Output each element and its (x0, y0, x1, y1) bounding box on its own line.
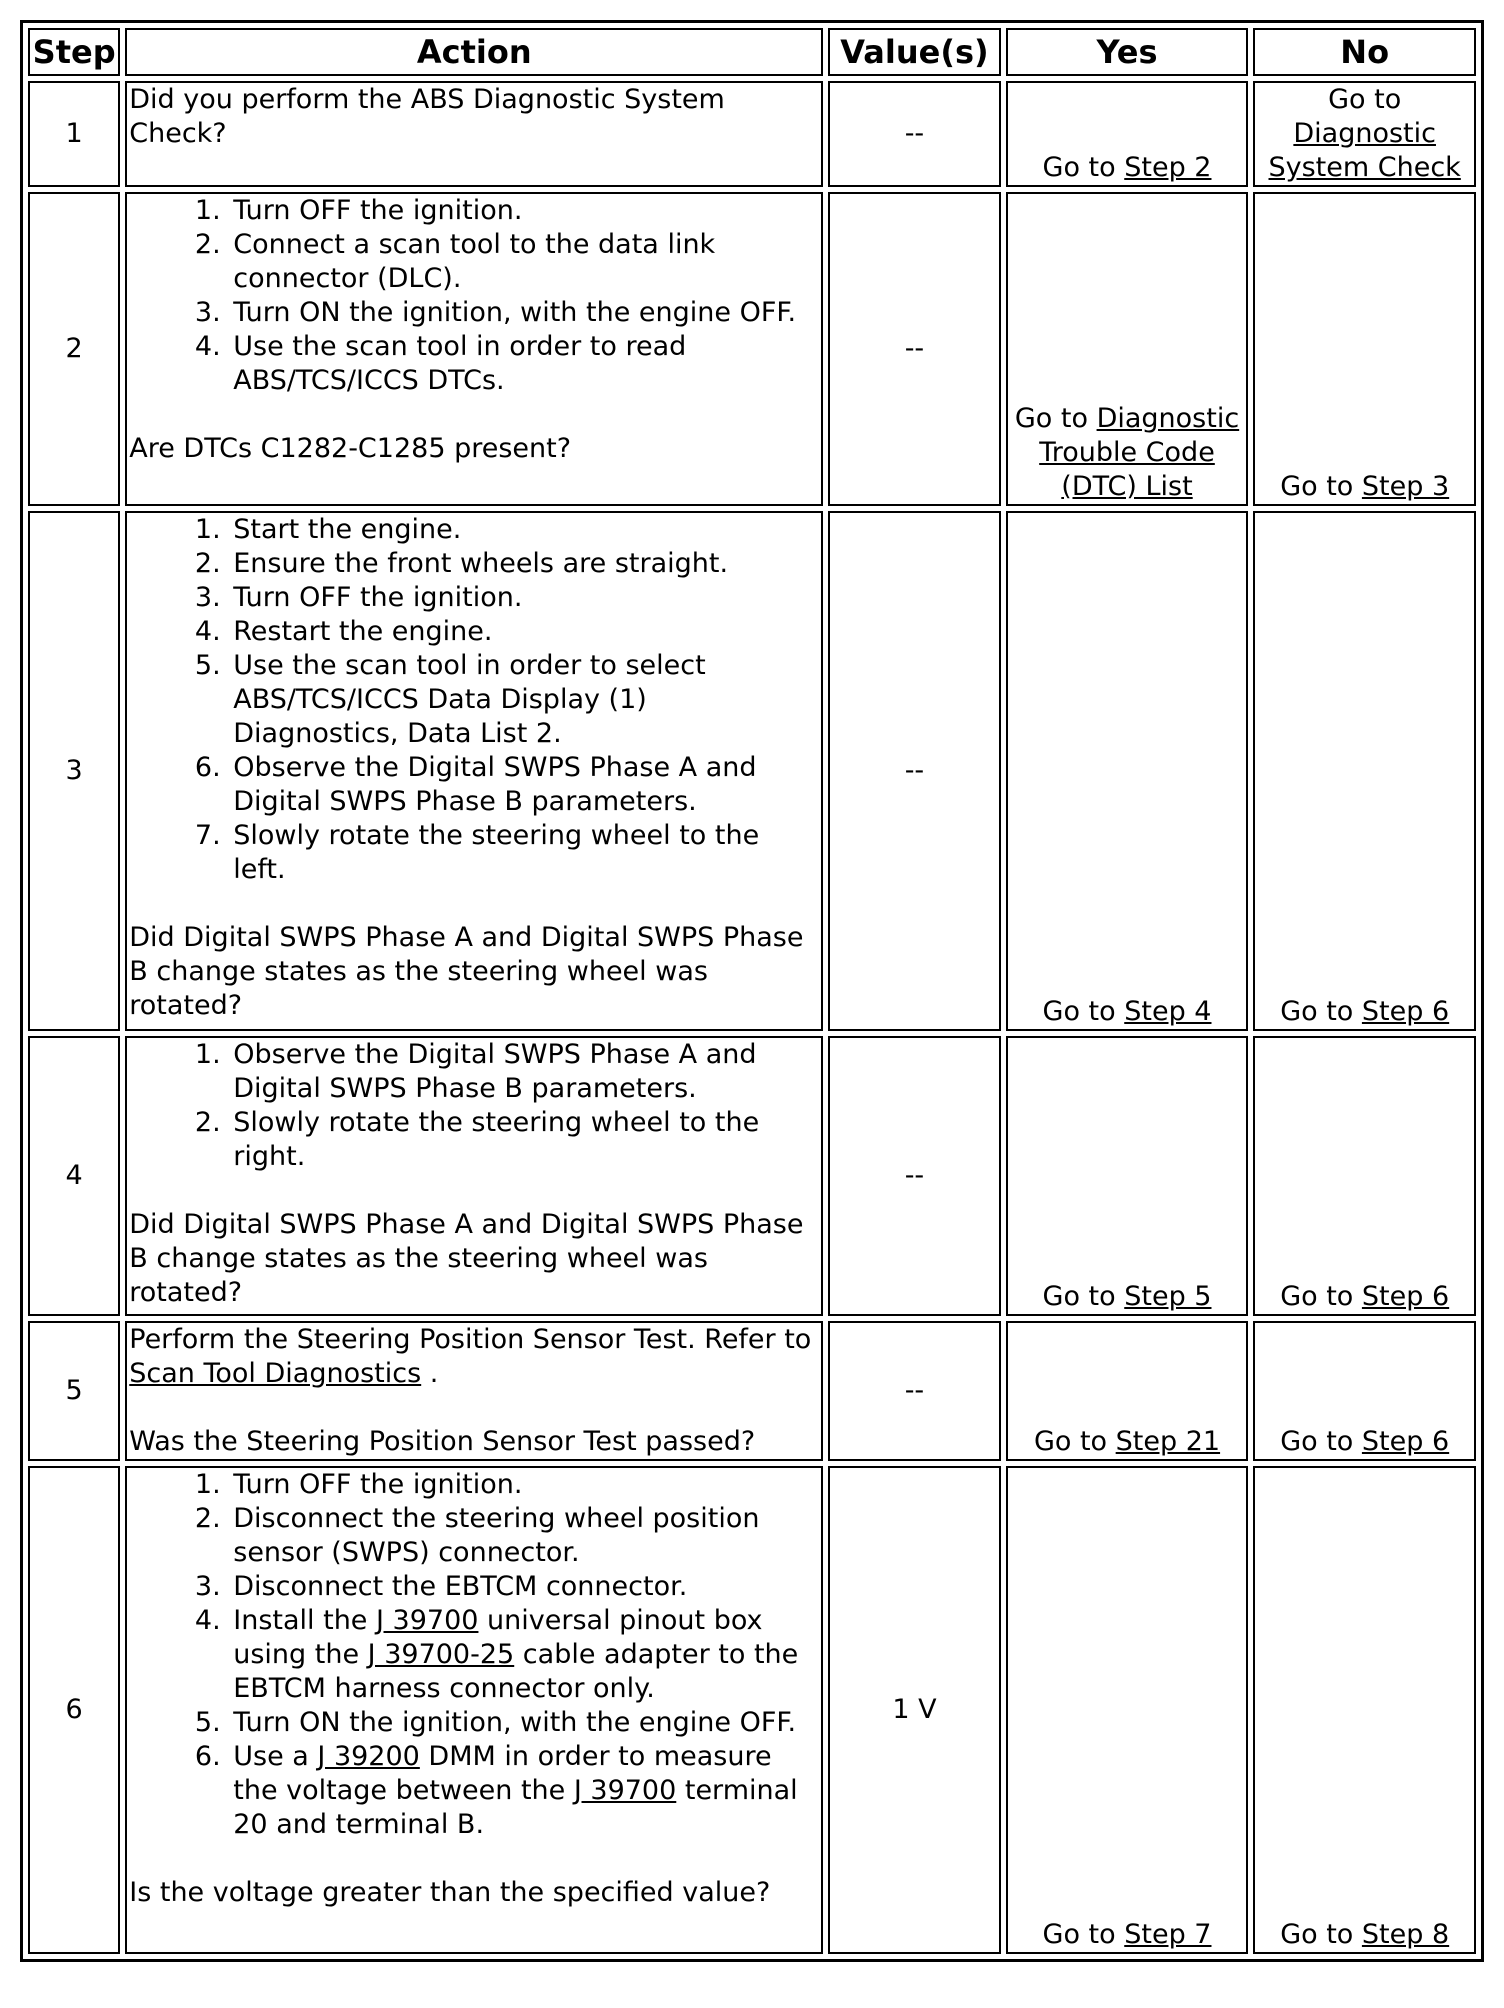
table-row (28, 1036, 1476, 1316)
j39700-25-link[interactable]: J 39700-25 (367, 1639, 515, 1670)
value-cell: -- (828, 1321, 1000, 1461)
action-item: 1. Turn OFF the ignition. (229, 1468, 819, 1502)
header-action: Action (125, 28, 823, 76)
value-cell: -- (828, 192, 1000, 506)
header-step: Step (28, 28, 120, 76)
yes-link[interactable]: Step 21 (1115, 1426, 1221, 1457)
yes-prefix: Go to (1042, 1281, 1125, 1312)
value-cell: 1 V (828, 1466, 1000, 1954)
no-link[interactable]: Step 3 (1361, 471, 1450, 502)
value-cell: -- (828, 511, 1000, 1031)
action-question: Did Digital SWPS Phase A and Digital SWPS Phase B change states as the steering wheel was rotated? (129, 922, 804, 1021)
action-item: 5. Turn ON the ignition, with the engine OFF. (229, 1706, 819, 1740)
action-intro (129, 1323, 819, 1391)
yes-prefix: Go to (1042, 996, 1125, 1027)
action-cell (125, 1036, 823, 1316)
no-link[interactable]: Step 8 (1361, 1919, 1450, 1950)
no-link[interactable]: Step 6 (1361, 1281, 1450, 1312)
action-item (229, 1740, 819, 1842)
no-prefix: Go to (1280, 1426, 1362, 1457)
no-link[interactable]: Step 6 (1361, 1426, 1450, 1457)
diagnostic-table (20, 20, 1484, 1962)
header-row (28, 28, 1476, 76)
j39700-link[interactable]: J 39700 (376, 1605, 479, 1636)
action-cell (125, 81, 823, 187)
intro-text: Perform the Steering Position Sensor Test. Refer to (129, 1324, 812, 1355)
yes-cell (1006, 1036, 1249, 1316)
value-cell: -- (828, 1036, 1000, 1316)
item-text: Install the (233, 1605, 377, 1636)
action-question: Did Digital SWPS Phase A and Digital SWPS Phase B change states as the steering wheel was rotated? (129, 1209, 804, 1308)
item-text: DMM in order to measure the voltage between the (233, 1741, 772, 1806)
header-values: Value(s) (828, 28, 1000, 76)
yes-cell (1006, 1466, 1249, 1954)
action-question: Did you perform the ABS Diagnostic System Check? (129, 84, 725, 149)
action-list (129, 1468, 819, 1842)
action-item: 3. Disconnect the EBTCM connector. (229, 1570, 819, 1604)
action-question: Was the Steering Position Sensor Test passed? (129, 1426, 756, 1457)
intro-end: . (421, 1358, 439, 1389)
yes-prefix: Go to (1042, 1919, 1125, 1950)
item-text: terminal 20 and terminal B. (233, 1775, 798, 1840)
yes-cell (1006, 1321, 1249, 1461)
action-item: 6. Observe the Digital SWPS Phase A and Digital SWPS Phase B parameters. (229, 751, 819, 819)
action-item: 4. Restart the engine. (229, 615, 819, 649)
table-row (28, 511, 1476, 1031)
action-item: 2. Ensure the front wheels are straight. (229, 547, 819, 581)
action-item: 2. Disconnect the steering wheel position sensor (SWPS) connector. (229, 1502, 819, 1570)
action-item: 7. Slowly rotate the steering wheel to the left. (229, 819, 819, 887)
no-cell (1253, 192, 1476, 506)
diagnostic-table-container (20, 20, 1484, 1962)
item-text: Use a (233, 1741, 318, 1772)
action-item: 1. Start the engine. (229, 513, 819, 547)
no-cell (1253, 1036, 1476, 1316)
no-prefix: Go to (1328, 84, 1402, 115)
action-item (229, 1604, 819, 1706)
action-item: 5. Use the scan tool in order to select ABS/TCS/ICCS Data Display (1) Diagnostics, Data List 2. (229, 649, 819, 751)
action-list (129, 1038, 819, 1174)
yes-cell (1006, 81, 1249, 187)
scan-tool-diagnostics-link[interactable]: Scan Tool Diagnostics (129, 1358, 422, 1389)
header-yes: Yes (1006, 28, 1249, 76)
action-item: 4. Use the scan tool in order to read ABS/TCS/ICCS DTCs. (229, 330, 819, 398)
no-cell (1253, 81, 1476, 187)
j39200-link[interactable]: J 39200 (317, 1741, 420, 1772)
step-number: 5 (28, 1321, 120, 1461)
j39700-link[interactable]: J 39700 (573, 1775, 677, 1806)
table-row (28, 1321, 1476, 1461)
table-row (28, 1466, 1476, 1954)
yes-prefix: Go to (1033, 1426, 1116, 1457)
action-item: 3. Turn OFF the ignition. (229, 581, 819, 615)
yes-prefix: Go to (1042, 152, 1125, 183)
value-cell: -- (828, 81, 1000, 187)
yes-link[interactable]: Step 5 (1124, 1281, 1212, 1312)
no-prefix: Go to (1280, 1281, 1362, 1312)
no-prefix: Go to (1280, 471, 1362, 502)
action-cell (125, 1321, 823, 1461)
no-link[interactable]: Step 6 (1361, 996, 1450, 1027)
yes-link[interactable]: Step 2 (1124, 152, 1212, 183)
action-item: 3. Turn ON the ignition, with the engine OFF. (229, 296, 819, 330)
yes-link[interactable]: Step 4 (1124, 996, 1212, 1027)
action-cell (125, 1466, 823, 1954)
action-cell (125, 511, 823, 1031)
no-cell (1253, 1321, 1476, 1461)
no-prefix: Go to (1280, 1919, 1362, 1950)
step-number: 1 (28, 81, 120, 187)
action-list (129, 194, 819, 398)
action-item: 2. Slowly rotate the steering wheel to the right. (229, 1106, 819, 1174)
step-number: 4 (28, 1036, 120, 1316)
action-item: 1. Observe the Digital SWPS Phase A and Digital SWPS Phase B parameters. (229, 1038, 819, 1106)
action-item: 2. Connect a scan tool to the data link connector (DLC). (229, 228, 819, 296)
item-text: universal pinout box using the (233, 1605, 763, 1670)
no-link[interactable]: Diagnostic System Check (1268, 118, 1461, 183)
action-question: Are DTCs C1282-C1285 present? (129, 433, 572, 464)
yes-cell (1006, 511, 1249, 1031)
step-number: 3 (28, 511, 120, 1031)
step-number: 2 (28, 192, 120, 506)
action-cell (125, 192, 823, 506)
no-cell (1253, 1466, 1476, 1954)
action-list (129, 513, 819, 887)
action-question: Is the voltage greater than the specified value? (129, 1877, 771, 1908)
header-no: No (1253, 28, 1476, 76)
yes-cell (1006, 192, 1249, 506)
table-row (28, 81, 1476, 187)
table-row (28, 192, 1476, 506)
step-number: 6 (28, 1466, 120, 1954)
yes-link[interactable]: Step 7 (1124, 1919, 1212, 1950)
item-text: cable adapter to the EBTCM harness connector only. (233, 1639, 799, 1704)
yes-prefix: Go to (1014, 403, 1097, 434)
no-cell (1253, 511, 1476, 1031)
yes-link[interactable]: Diagnostic Trouble Code (DTC) List (1039, 403, 1240, 502)
action-item: 1. Turn OFF the ignition. (229, 194, 819, 228)
no-prefix: Go to (1280, 996, 1362, 1027)
